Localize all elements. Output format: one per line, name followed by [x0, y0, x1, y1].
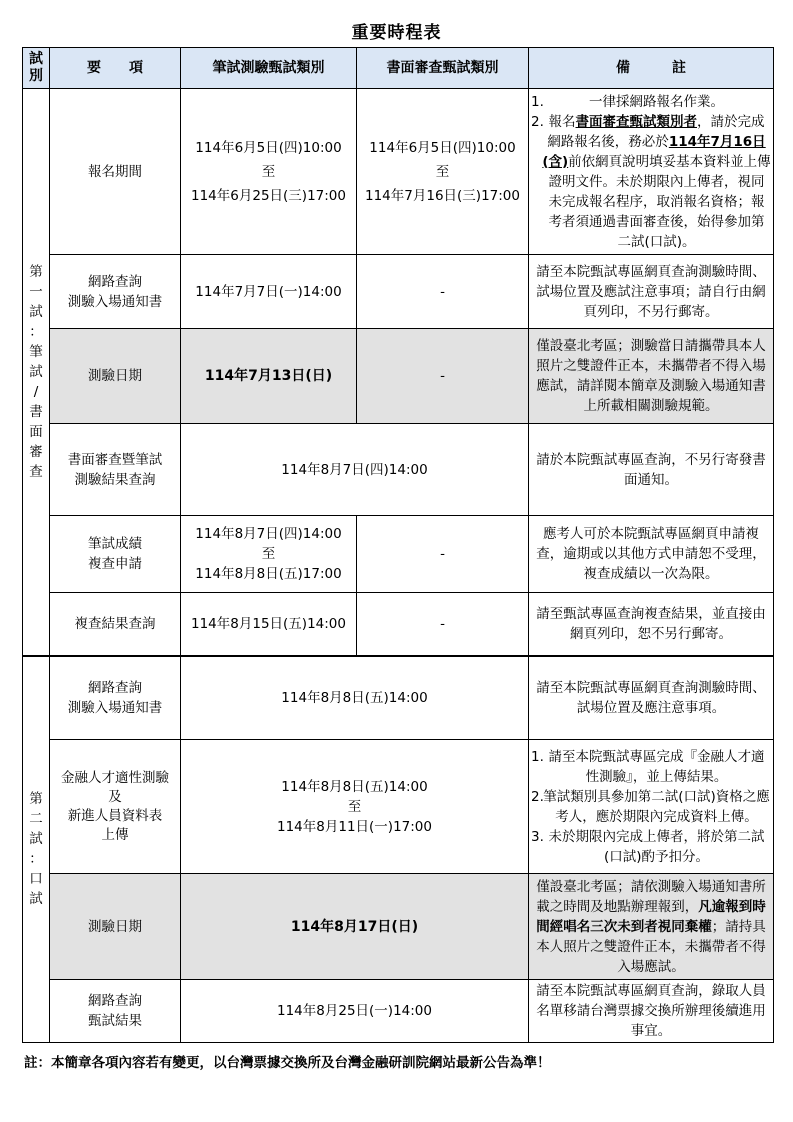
table-row — [23, 89, 774, 255]
header-review: 書面審查甄試類別 — [357, 48, 529, 89]
table-row — [23, 255, 774, 329]
item-oral-admission-notice — [50, 656, 181, 740]
date-start: 114年6月5日(四)10:00 — [369, 139, 516, 156]
item-registration: 報名期間 — [50, 89, 181, 255]
item-line: 筆試成績 — [88, 536, 142, 552]
stage-char: 審 — [29, 443, 43, 460]
date-start: 114年8月7日(四)14:00 — [195, 526, 342, 542]
header-row — [23, 48, 774, 89]
item-line: 複查申請 — [88, 556, 142, 572]
item-line: 新進人員資料表 — [67, 807, 163, 824]
item-oral-test-date: 測驗日期 — [50, 874, 181, 980]
note-number: 2. — [531, 113, 544, 130]
stage-char: ： — [29, 851, 43, 868]
date-start: 114年6月5日(四)10:00 — [195, 139, 342, 156]
notes-oral-test-date — [529, 874, 774, 980]
stage-char: 二 — [29, 811, 43, 828]
stage-char: 第 — [29, 263, 43, 280]
stage-char: / — [33, 383, 39, 400]
schedule-table — [22, 47, 774, 1043]
note-deadline: 114年7月16日(含) — [542, 133, 766, 170]
note-item — [531, 827, 771, 867]
item-rescore-application — [50, 516, 181, 593]
oral-test-date: 114年8月17日(日) — [181, 874, 529, 980]
oral-admission-notice-date: 114年8月8日(五)14:00 — [181, 656, 529, 740]
written-registration-period — [181, 89, 357, 255]
header-notes: 備 註 — [529, 48, 774, 89]
note-number: 1. — [531, 93, 544, 110]
notes-rescore: 應考人可於本院甄試專區網頁申請複查，逾期或以其他方式申請恕不受理，複查成績以一次為限。 — [529, 516, 774, 593]
item-final-results — [50, 980, 181, 1043]
table-row — [23, 740, 774, 874]
note-number: 1. — [531, 748, 544, 765]
table-row — [23, 516, 774, 593]
notes-oral-admission-notice: 請至本院甄試專區網頁查詢測驗時間、試場位置及應注意事項。 — [529, 656, 774, 740]
item-line: 書面審查暨筆試 — [67, 451, 163, 468]
note-text: 一律採網路報名作業。 — [589, 93, 724, 110]
review-test-date: - — [357, 329, 529, 424]
header-stage-line1: 試 — [29, 51, 43, 67]
written-admission-notice-date: 114年7月7日(一)14:00 — [181, 255, 357, 329]
note-text: 請至本院甄試專區完成『金融人才適性測驗』，並上傳結果。 — [548, 748, 765, 785]
item-line: 網路查詢 — [88, 993, 142, 1009]
stage-char: 試 — [29, 831, 43, 848]
stage-char: 第 — [29, 791, 43, 808]
table-row — [23, 874, 774, 980]
note-text: 僅設臺北考區；請依測驗入場通知書所載之時間及地點辦理報到， — [536, 878, 766, 915]
item-line: 及 — [108, 788, 122, 805]
header-stage — [23, 48, 50, 89]
note-item — [531, 92, 771, 112]
stage-char: 筆 — [29, 343, 43, 360]
footnote: 註：本簡章各項內容若有變更，以台灣票據交換所及台灣金融研訓院網站最新公告為準！ — [24, 1055, 551, 1071]
note-number: 3. — [531, 828, 544, 845]
table-row — [23, 980, 774, 1043]
stage-char: 試 — [29, 303, 43, 320]
date-end: 114年8月8日(五)17:00 — [195, 566, 342, 582]
note-item — [531, 112, 771, 252]
notes-rescore-result: 請至甄試專區查詢複查結果，並直接由網頁列印，恕不另行郵寄。 — [529, 593, 774, 656]
item-line: 測驗入場通知書 — [67, 293, 163, 310]
date-start: 114年8月8日(五)14:00 — [281, 778, 428, 795]
note-text: ；請持具本人照片之雙證件正本，未攜帶者不得入場應試。 — [536, 918, 766, 975]
review-admission-notice-date: - — [357, 255, 529, 329]
item-aptitude-upload — [50, 740, 181, 874]
date-to: 至 — [347, 798, 362, 815]
date-to: 至 — [261, 546, 276, 562]
stage-char: ： — [29, 323, 43, 340]
stage-char: 口 — [29, 871, 43, 888]
note-item — [531, 787, 771, 827]
item-line: 甄試結果 — [88, 1013, 142, 1029]
stage-char: 試 — [29, 891, 43, 908]
note-item — [531, 747, 771, 787]
note-text: 未於期限內完成上傳者，將於第二試(口試)酌予扣分。 — [548, 828, 765, 865]
item-line: 網路查詢 — [88, 273, 142, 290]
stage-char: 查 — [29, 463, 43, 480]
item-test-date: 測驗日期 — [50, 329, 181, 424]
note-text: 報名 — [548, 113, 576, 130]
item-results-query — [50, 424, 181, 516]
table-row — [23, 656, 774, 740]
date-end: 114年7月16日(三)17:00 — [365, 187, 520, 204]
stage-second-label — [23, 656, 50, 1043]
table-row — [23, 329, 774, 424]
note-emphasis: 凡逾報到時間經唱名三次未到者視同棄權 — [536, 898, 766, 935]
page-title: 重要時程表 — [351, 23, 442, 43]
stage-char: 試 — [29, 363, 43, 380]
stage-char: 書 — [29, 403, 43, 420]
item-rescore-result: 複查結果查詢 — [50, 593, 181, 656]
review-registration-period — [357, 89, 529, 255]
notes-final-results: 請至本院甄試專區網頁查詢，錄取人員名單移請台灣票據交換所辦理後續進用事宜。 — [529, 980, 774, 1043]
item-line: 測驗入場通知書 — [67, 699, 163, 716]
review-rescore-result: - — [357, 593, 529, 656]
item-line: 金融人才適性測驗 — [61, 769, 169, 786]
stage-char: 一 — [29, 283, 43, 300]
written-rescore-period — [181, 516, 357, 593]
review-rescore: - — [357, 516, 529, 593]
note-text: 前依網頁說明填妥基本資料並上傳證明文件。未於期限內上傳者，視同未完成報名程序，取消報名資格；報考者須通過書面審查後，始得參加第二試(口試)。 — [548, 153, 771, 250]
notes-test-date: 僅設臺北考區；測驗當日請攜帶具本人照片之雙證件正本，未攜帶者不得入場應試，請詳閱本簡章及測驗入場通知書上所載相關測驗規範。 — [529, 329, 774, 424]
item-line: 上傳 — [101, 826, 129, 843]
table-row — [23, 593, 774, 656]
header-stage-line2: 別 — [29, 68, 43, 84]
notes-aptitude-upload — [529, 740, 774, 874]
aptitude-upload-period — [181, 740, 529, 874]
note-emphasis: 書面審查甄試類別者 — [575, 113, 697, 130]
item-line: 網路查詢 — [88, 679, 142, 696]
item-admission-notice — [50, 255, 181, 329]
stage-char: 面 — [29, 423, 43, 440]
stage-first-label — [23, 89, 50, 656]
final-results-date: 114年8月25日(一)14:00 — [181, 980, 529, 1043]
date-to: 至 — [261, 163, 276, 180]
item-line: 測驗結果查詢 — [74, 471, 156, 488]
table-row — [23, 424, 774, 516]
note-number: 2. — [531, 788, 544, 805]
note-text: 筆試類別具參加第二試(口試)資格之應考人，應於期限內完成資料上傳。 — [543, 788, 770, 825]
notes-results-query: 請於本院甄試專區查詢，不另行寄發書面通知。 — [529, 424, 774, 516]
date-end: 114年8月11日(一)17:00 — [277, 818, 432, 835]
date-to: 至 — [435, 163, 450, 180]
date-end: 114年6月25日(三)17:00 — [191, 187, 346, 204]
note-text: ，請於完成網路報名後，務必於 — [547, 113, 765, 150]
notes-registration — [529, 89, 774, 255]
notes-admission-notice: 請至本院甄試專區網頁查詢測驗時間、試場位置及應試注意事項；請自行由網頁列印，不另行郵寄。 — [529, 255, 774, 329]
header-written: 筆試測驗甄試類別 — [181, 48, 357, 89]
written-rescore-result-date: 114年8月15日(五)14:00 — [181, 593, 357, 656]
results-query-date: 114年8月7日(四)14:00 — [181, 424, 529, 516]
written-test-date: 114年7月13日(日) — [181, 329, 357, 424]
header-item: 要 項 — [50, 48, 181, 89]
